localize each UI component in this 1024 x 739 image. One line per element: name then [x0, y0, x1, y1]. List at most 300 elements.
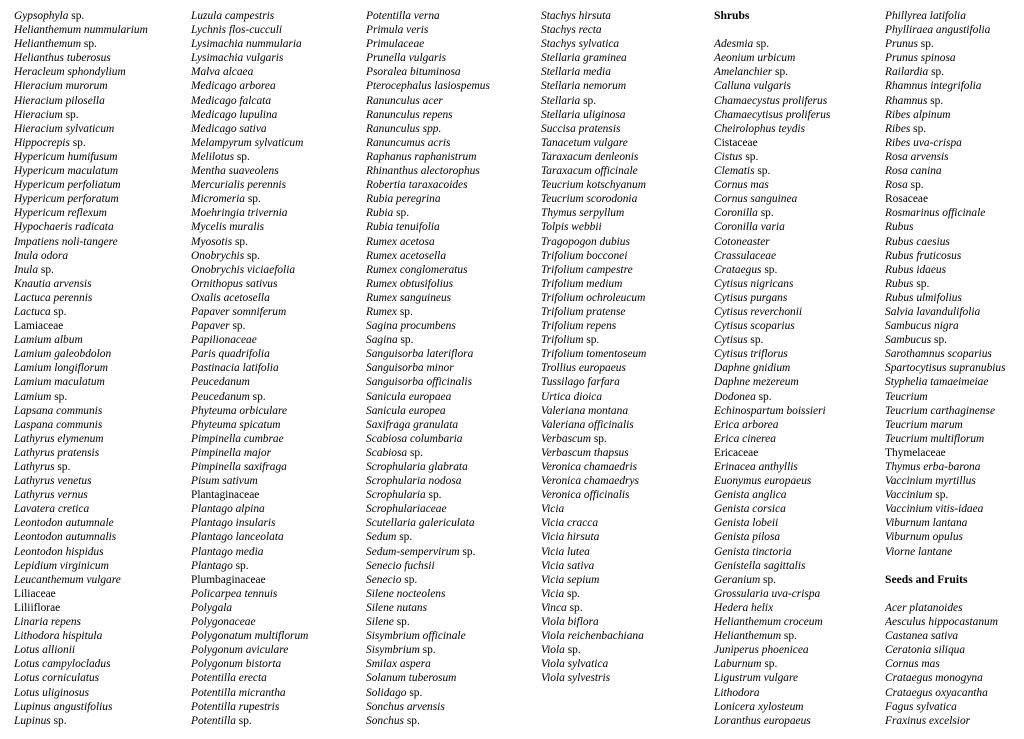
- species-name: Sedum-sempervirum sp.: [366, 545, 476, 558]
- species-name: Papilionaceae: [191, 334, 257, 347]
- species-name: Polygonum bistorta: [191, 658, 282, 671]
- species-name: Hippocrepis sp.: [14, 136, 86, 149]
- species-name: Cornus mas: [885, 658, 940, 671]
- species-name: Vicia cracca: [541, 517, 599, 530]
- species-name: Silene nocteolens: [366, 587, 446, 600]
- species-name: Teucrium scorodonia: [541, 193, 638, 206]
- species-name: Lepidium virginicum: [14, 559, 109, 572]
- species-name: Stachys hirsuta: [541, 10, 611, 22]
- species-name: Salvia lavandulifolia: [885, 305, 981, 318]
- species-name: Lactuca sp.: [14, 305, 67, 318]
- species-name: Moehringia trivernia: [191, 207, 288, 220]
- species-name: Cytisus purgans: [714, 291, 788, 304]
- species-name: Trifolium campestre: [541, 263, 633, 276]
- species-name: Succisa pratensis: [541, 122, 621, 135]
- species-column-2: [191, 9, 308, 728]
- species-name: Rubia tenuifolia: [366, 221, 440, 234]
- species-name: Rumex obtusifolius: [366, 277, 454, 290]
- species-name: Potentilla verna: [366, 10, 440, 22]
- species-name: Peucedanum sp.: [191, 390, 266, 403]
- species-name: Cistus sp.: [714, 150, 759, 163]
- species-name: Stellaria graminea: [541, 52, 627, 65]
- species-name: Rosmarinus officinale: [885, 207, 986, 220]
- species-name: Rubus fruticosus: [885, 249, 962, 262]
- species-name: Rumex sp.: [366, 305, 413, 318]
- species-name: Lithodora: [714, 686, 760, 699]
- species-name: Lathyrus vernus: [14, 489, 88, 502]
- species-name: Hypericum perfoliatum: [14, 179, 121, 192]
- species-name: Rosa canina: [885, 165, 942, 178]
- species-name: Veronica officinalis: [541, 489, 630, 502]
- species-name: Genista corsica: [714, 503, 786, 516]
- species-name: Tragopogon dubius: [541, 235, 630, 248]
- species-name: Vicia lutea: [541, 545, 590, 558]
- species-name: Vaccinium myrtillus: [885, 475, 976, 488]
- species-name: Plantago alpina: [191, 503, 265, 516]
- species-name: Mycelis muralis: [191, 221, 265, 234]
- species-name: Sonchus sp.: [366, 714, 420, 727]
- species-name: Genista anglica: [714, 489, 787, 502]
- species-name: Sisymbrium sp.: [366, 644, 436, 657]
- family-name: Plumbaginaceae: [191, 573, 266, 586]
- species-name: Pimpinella major: [191, 446, 272, 459]
- species-name: Lactuca perennis: [14, 291, 93, 304]
- species-column-6: [885, 9, 1006, 728]
- species-name: Trifolium pratense: [541, 305, 626, 318]
- species-name: Lotus uliginosus: [14, 686, 90, 699]
- species-name: Trollius europaeus: [541, 362, 626, 375]
- species-name: Genistella sagittalis: [714, 559, 806, 572]
- species-name: Lathyrus pratensis: [14, 446, 100, 459]
- species-name: Prunella vulgaris: [366, 52, 447, 65]
- species-name: Trifolium repens: [541, 320, 617, 333]
- species-name: Lapsana communis: [14, 404, 103, 417]
- family-name: Liliiflorae: [14, 601, 61, 614]
- species-name: Aeonium urbicum: [714, 52, 796, 65]
- species-name: Medicago lupulina: [191, 108, 278, 121]
- species-name: Valeriana officinalis: [541, 418, 634, 431]
- species-name: Leucanthemum vulgare: [14, 573, 121, 586]
- species-name: Juniperus phoenicea: [714, 644, 809, 657]
- species-name: Teucrium marum: [885, 418, 963, 431]
- species-name: Linaria repens: [14, 616, 81, 629]
- species-name: Crataegus sp.: [714, 263, 778, 276]
- species-name: Sanguisorba minor: [366, 362, 454, 375]
- species-name: Scutellaria galericulata: [366, 517, 475, 530]
- species-name: Cytisus reverchonii: [714, 305, 803, 318]
- species-name: Viola sp.: [541, 644, 581, 657]
- species-name: Urtica dioica: [541, 390, 603, 403]
- species-name: Silene sp.: [366, 616, 410, 629]
- species-name: Stellaria sp.: [541, 94, 597, 107]
- species-name: Lychnis flos-cucculi: [191, 24, 283, 37]
- species-name: Phylliraea angustifolia: [885, 24, 991, 37]
- species-name: Vinca sp.: [541, 601, 583, 614]
- species-name: Senecio sp.: [366, 573, 418, 586]
- species-name: Coronilla sp.: [714, 207, 774, 220]
- species-name: Stellaria nemorum: [541, 80, 627, 93]
- species-name: Paris quadrifolia: [191, 348, 270, 361]
- species-name: Psoralea bituminosa: [366, 66, 461, 79]
- species-name: Sedum sp.: [366, 531, 413, 544]
- species-name: Malva alcaea: [191, 66, 254, 79]
- species-name: Pimpinella cumbrae: [191, 432, 284, 445]
- species-name: Loranthus europaeus: [714, 714, 811, 727]
- species-name: Lonicera xylosteum: [714, 700, 804, 713]
- species-name: Acer platanoides: [885, 601, 963, 614]
- species-name: Verbascum sp.: [541, 432, 607, 445]
- species-name: Gypsophyla sp.: [14, 10, 85, 22]
- species-name: Thymus serpyllum: [541, 207, 625, 220]
- species-name: Rubus idaeus: [885, 263, 947, 276]
- species-name: Teucrium multiflorum: [885, 432, 985, 445]
- species-name: Viola sylvestris: [541, 672, 611, 685]
- species-name: Hedera helix: [714, 601, 774, 614]
- species-name: Phillyrea latifolia: [885, 10, 966, 22]
- species-name: Pastinacia latifolia: [191, 362, 279, 375]
- species-name: Smilax aspera: [366, 658, 431, 671]
- species-name: Silene nutans: [366, 601, 428, 614]
- species-name: Myosotis sp.: [191, 235, 248, 248]
- species-name: Trifolium bocconei: [541, 249, 628, 262]
- species-name: Inula odora: [14, 249, 69, 262]
- species-name: Rubus sp.: [885, 277, 930, 290]
- species-name: Genista lobeii: [714, 517, 779, 530]
- species-name: Senecio fuchsii: [366, 559, 435, 572]
- species-name: Chamaecystus proliferus: [714, 94, 828, 107]
- species-name: Styphelia tamaeimeiae: [885, 376, 989, 389]
- species-name: Impatiens noli-tangere: [14, 235, 118, 248]
- species-name: Polygala: [191, 601, 233, 614]
- species-name: Cotoneaster: [714, 235, 770, 248]
- species-name: Leontodon autumnalis: [14, 531, 117, 544]
- species-name: Helianthemum sp.: [714, 630, 797, 643]
- species-name: Lathyrus elymenum: [14, 432, 104, 445]
- species-name: Helianthemum sp.: [14, 38, 97, 51]
- species-name: Sarothamnus scoparius: [885, 348, 992, 361]
- species-name: Sagina sp.: [366, 334, 414, 347]
- species-name: Trifolium medium: [541, 277, 623, 290]
- species-name: Prunus sp.: [885, 38, 934, 51]
- species-name: Lysimachia nummularia: [191, 38, 302, 51]
- species-name: Rumex acetosa: [366, 235, 435, 248]
- species-name: Sambucus sp.: [885, 334, 948, 347]
- species-name: Pimpinella saxifraga: [191, 461, 287, 473]
- family-name: Thymelaceae: [885, 446, 946, 459]
- species-name: Teucrium carthaginense: [885, 404, 995, 417]
- species-name: Ribes sp.: [885, 122, 927, 135]
- species-name: Ceratonia siliqua: [885, 644, 966, 657]
- species-name: Scrophularia sp.: [366, 489, 442, 502]
- species-name: Geranium sp.: [714, 573, 777, 586]
- species-name: Primulaceae: [366, 38, 425, 51]
- species-name: Hypericum reflexum: [14, 207, 107, 220]
- species-name: Hieracium pilosella: [14, 94, 105, 107]
- species-name: Lamium galeobdolon: [14, 348, 112, 361]
- species-name: Veronica chamaedrys: [541, 475, 639, 488]
- species-name: Amelanchier sp.: [714, 66, 789, 79]
- species-name: Lithodora hispitula: [14, 630, 103, 643]
- species-name: Genista tinctoria: [714, 545, 792, 558]
- blank-line: [885, 559, 1006, 573]
- species-name: Micromeria sp.: [191, 193, 261, 206]
- species-name: Hypericum maculatum: [14, 165, 119, 178]
- species-name: Fagus sylvatica: [885, 700, 957, 713]
- species-name: Hieracium murorum: [14, 80, 108, 93]
- species-name: Castanea sativa: [885, 630, 959, 643]
- section-heading: Seeds and Fruits: [885, 572, 968, 586]
- species-name: Medicago arborea: [191, 80, 276, 93]
- species-name: Erinacea anthyllis: [714, 461, 798, 473]
- blank-line: [714, 23, 830, 37]
- species-name: Teucrium: [885, 390, 928, 403]
- species-name: Pisum sativum: [191, 475, 258, 488]
- species-name: Hypericum humifusum: [14, 150, 118, 163]
- species-name: Lysimachia vulgaris: [191, 52, 284, 65]
- species-name: Phyteuma spicatum: [191, 418, 281, 431]
- species-name: Raphanus raphanistrum: [366, 150, 477, 163]
- species-name: Scabiosa sp.: [366, 446, 423, 459]
- species-name: Lotus corniculatus: [14, 672, 100, 685]
- species-name: Lotus allionii: [14, 644, 76, 657]
- species-name: Vaccinium vitis-idaea: [885, 503, 984, 516]
- species-name: Sagina procumbens: [366, 320, 456, 333]
- species-name: Melilotus sp.: [191, 150, 250, 163]
- species-column-4: [541, 9, 646, 686]
- species-name: Ranunculus spp.: [366, 122, 442, 135]
- species-name: Ligustrum vulgare: [714, 672, 799, 685]
- species-name: Trifolium tomentoseum: [541, 348, 647, 361]
- species-name: Laspana communis: [14, 418, 103, 431]
- species-name: Railardia sp.: [885, 66, 945, 79]
- species-name: Sanicula europaea: [366, 390, 452, 403]
- species-name: Papaver somniferum: [191, 305, 287, 318]
- species-name: Rubia sp.: [366, 207, 410, 220]
- species-name: Clematis sp.: [714, 165, 771, 178]
- species-name: Genista pilosa: [714, 531, 781, 544]
- species-name: Vicia sativa: [541, 559, 595, 572]
- species-name: Heracleum sphondylium: [14, 66, 126, 79]
- species-name: Cytisus triflorus: [714, 348, 788, 361]
- species-name: Rubus: [885, 221, 914, 234]
- species-name: Rhamnus integrifolia: [885, 80, 982, 93]
- species-name: Veronica chamaedris: [541, 461, 638, 473]
- species-name: Lamium album: [14, 334, 83, 347]
- species-name: Ribes uva-crispa: [885, 136, 962, 149]
- species-name: Laburnum sp.: [714, 658, 778, 671]
- species-name: Rosa arvensis: [885, 150, 949, 163]
- species-name: Policarpea tennuis: [191, 587, 278, 600]
- species-name: Echinospartum boissieri: [714, 404, 826, 417]
- species-name: Plantago insularis: [191, 517, 276, 530]
- species-name: Lathyrus sp.: [14, 461, 71, 473]
- species-name: Rubus ulmifolius: [885, 291, 962, 304]
- species-name: Rhamnus sp.: [885, 94, 944, 107]
- species-column-5: [714, 9, 830, 728]
- species-name: Thymus erba-barona: [885, 461, 981, 473]
- species-name: Erica arborea: [714, 418, 779, 431]
- species-name: Solanum tuberosum: [366, 672, 457, 685]
- species-name: Viola reichenbachiana: [541, 630, 644, 643]
- species-name: Cornus mas: [714, 179, 769, 192]
- species-name: Mentha suaveolens: [191, 165, 279, 178]
- species-name: Plantago lanceolata: [191, 531, 284, 544]
- species-name: Potentilla sp.: [191, 714, 252, 727]
- species-name: Cheirolophus teydis: [714, 122, 806, 135]
- family-name: Rosaceae: [885, 193, 929, 206]
- species-name: Cytisus nigricans: [714, 277, 794, 290]
- species-name: Polygonaceae: [191, 616, 256, 629]
- species-name: Lotus campylocladus: [14, 658, 111, 671]
- species-name: Vicia sp.: [541, 587, 581, 600]
- species-name: Crassulaceae: [714, 249, 777, 262]
- species-name: Vicia hirsuta: [541, 531, 600, 544]
- species-name: Rubia peregrina: [366, 193, 441, 206]
- species-name: Valeriana montana: [541, 404, 629, 417]
- species-name: Lathyrus venetus: [14, 475, 92, 488]
- species-name: Onobrychis sp.: [191, 249, 260, 262]
- species-name: Stachys sylvatica: [541, 38, 620, 51]
- species-name: Viburnum lantana: [885, 517, 968, 530]
- species-name: Scabiosa columbaria: [366, 432, 463, 445]
- species-name: Lamium maculatum: [14, 376, 105, 389]
- species-name: Papaver sp.: [191, 320, 246, 333]
- species-name: Pterocephalus lasiospemus: [366, 80, 490, 93]
- species-name: Potentilla rupestris: [191, 700, 280, 713]
- species-name: Peucedanum: [191, 376, 250, 389]
- species-name: Rumex acetosella: [366, 249, 447, 262]
- species-name: Sonchus arvensis: [366, 700, 445, 713]
- species-name: Rumex sanguineus: [366, 291, 452, 304]
- species-name: Sisymbrium officinale: [366, 630, 466, 643]
- species-name: Helianthus tuberosus: [14, 52, 111, 65]
- species-name: Knautia arvensis: [14, 277, 92, 290]
- species-name: Grossularia uva-crispa: [714, 587, 821, 600]
- species-name: Ranunculus acer: [366, 94, 443, 107]
- species-name: Lupinus angustifolius: [14, 700, 113, 713]
- species-name: Polygonatum multiflorum: [191, 630, 309, 643]
- species-name: Potentilla micrantha: [191, 686, 286, 699]
- species-name: Stellaria media: [541, 66, 611, 79]
- species-name: Hieracium sp.: [14, 108, 79, 121]
- species-name: Lamium sp.: [14, 390, 68, 403]
- species-name: Teucrium kotschyanum: [541, 179, 646, 192]
- species-name: Taraxacum officinale: [541, 165, 638, 178]
- species-name: Adesmia sp.: [714, 38, 770, 51]
- species-name: Lamium longiflorum: [14, 362, 108, 375]
- species-name: Inula sp.: [14, 263, 54, 276]
- section-heading: Shrubs: [714, 9, 750, 22]
- species-name: Plantago media: [191, 545, 264, 558]
- species-name: Tolpis webbii: [541, 221, 602, 234]
- species-name: Polygonum aviculare: [191, 644, 289, 657]
- species-name: Mercurialis perennis: [191, 179, 287, 192]
- species-name: Stellaria uliginosa: [541, 108, 626, 121]
- family-name: Cistaceae: [714, 136, 758, 149]
- species-name: Sanicula europea: [366, 404, 446, 417]
- species-name: Scrophularia nodosa: [366, 475, 462, 488]
- species-name: Tussilago farfara: [541, 376, 620, 389]
- species-name: Cytisus scoparius: [714, 320, 795, 333]
- species-name: Phyteuma orbiculare: [191, 404, 288, 417]
- species-name: Crataegus monogyna: [885, 672, 983, 685]
- species-name: Hypericum perforatum: [14, 193, 119, 206]
- species-name: Scrophularia glabrata: [366, 461, 468, 473]
- species-name: Tanacetum vulgare: [541, 136, 628, 149]
- species-name: Leontodon autumnale: [14, 517, 114, 530]
- species-name: Sanguisorba lateriflora: [366, 348, 474, 361]
- family-name: Plantaginaceae: [191, 489, 260, 502]
- species-name: Cornus sanguinea: [714, 193, 798, 206]
- species-name: Oxalis acetosella: [191, 291, 270, 304]
- species-name: Erica cinerea: [714, 432, 776, 445]
- species-name: Medicago falcata: [191, 94, 272, 107]
- species-name: Lavatera cretica: [14, 503, 90, 516]
- species-name: Melampyrum sylvaticum: [191, 136, 304, 149]
- species-name: Solidago sp.: [366, 686, 423, 699]
- species-name: Taraxacum denleonis: [541, 150, 639, 163]
- species-name: Stachys recta: [541, 24, 602, 37]
- species-name: Verbascum thapsus: [541, 446, 629, 459]
- species-name: Helianthemum croceum: [714, 616, 823, 629]
- species-name: Rhinanthus alectorophus: [366, 165, 480, 178]
- blank-line: [885, 587, 1006, 601]
- species-name: Vicia sepium: [541, 573, 600, 586]
- species-name: Vaccinium sp.: [885, 489, 949, 502]
- species-name: Robertia taraxacoides: [366, 179, 468, 192]
- family-name: Ericaceae: [714, 446, 759, 459]
- species-name: Vicia: [541, 503, 565, 516]
- species-name: Ranuncumus acris: [366, 136, 451, 149]
- species-name: Chamaecytisus proliferus: [714, 108, 831, 121]
- species-name: Euonymus europaeus: [714, 475, 812, 488]
- species-name: Luzula campestris: [191, 10, 275, 22]
- species-name: Sanguisorba officinalis: [366, 376, 473, 389]
- species-name: Onobrychis viciaefolia: [191, 263, 296, 276]
- species-name: Daphne mezereum: [714, 376, 799, 389]
- species-name: Calluna vulgaris: [714, 80, 791, 93]
- species-name: Viorne lantane: [885, 545, 953, 558]
- species-name: Rubus caesius: [885, 235, 950, 248]
- species-name: Ranunculus repens: [366, 108, 453, 121]
- species-name: Scrophulariaceae: [366, 503, 447, 516]
- species-name: Hieracium sylvaticum: [14, 122, 115, 135]
- species-name: Rumex conglomeratus: [366, 263, 468, 276]
- species-name: Saxifraga granulata: [366, 418, 459, 431]
- species-name: Primula veris: [366, 24, 429, 37]
- species-name: Crataegus oxyacantha: [885, 686, 988, 699]
- species-name: Plantago sp.: [191, 559, 249, 572]
- species-name: Lupinus sp.: [14, 714, 67, 727]
- species-name: Daphne gnidium: [714, 362, 791, 375]
- species-name: Spartocytisus supranubius: [885, 362, 1006, 375]
- species-column-1: [14, 9, 148, 728]
- species-name: Viola sylvatica: [541, 658, 609, 671]
- species-name: Hypochaeris radicata: [14, 221, 114, 234]
- species-name: Helianthemum nummularium: [14, 24, 148, 37]
- species-name: Trifolium sp.: [541, 334, 600, 347]
- species-name: Prunus spinosa: [885, 52, 956, 65]
- species-name: Ornithopus sativus: [191, 277, 278, 290]
- species-name: Coronilla varia: [714, 221, 785, 234]
- species-name: Viola biflora: [541, 616, 599, 629]
- species-name: Dodonea sp.: [714, 390, 772, 403]
- species-name: Ribes alpinum: [885, 108, 951, 121]
- species-name: Aesculus hippocastanum: [885, 616, 998, 629]
- species-name: Fraxinus excelsior: [885, 714, 971, 727]
- species-name: Trifolium ochroleucum: [541, 291, 646, 304]
- species-name: Cytisus sp.: [714, 334, 764, 347]
